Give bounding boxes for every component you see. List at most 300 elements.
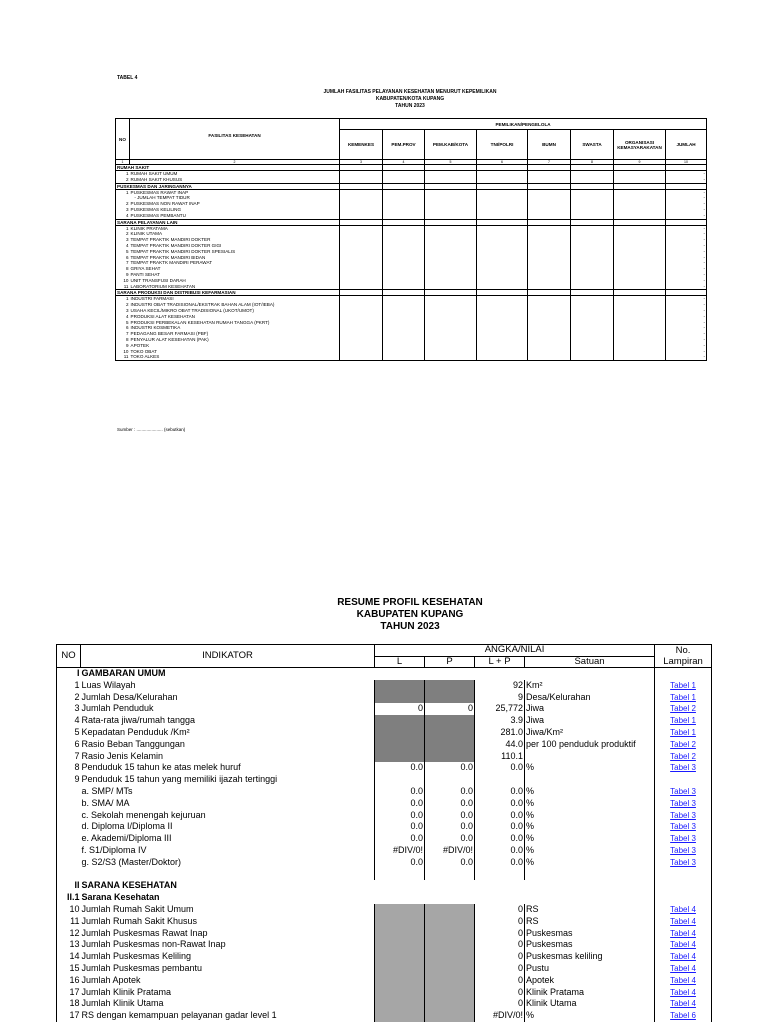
row-facility-name: APOTEK	[130, 343, 340, 349]
row-facility-name: INDUSTRI FARMASI	[130, 296, 340, 302]
row-l	[375, 928, 425, 940]
row-jumlah: -	[666, 272, 707, 278]
cell	[425, 880, 475, 892]
row-number	[57, 810, 81, 822]
lampiran-link[interactable]: Tabel 1	[670, 716, 696, 726]
row-number	[57, 821, 81, 833]
lampiran-link[interactable]: Tabel 2	[670, 739, 696, 749]
row-l	[375, 774, 425, 786]
col-number: 4	[383, 160, 425, 165]
resume-title-line1: RESUME PROFIL KESEHATAN	[337, 597, 483, 608]
cell	[81, 869, 375, 881]
row-facility-name: PUSKESMAS PEMBANTU	[130, 213, 340, 219]
row-p	[425, 715, 475, 727]
table-row	[57, 904, 712, 916]
cell	[571, 354, 614, 360]
lampiran-link[interactable]: Tabel 4	[670, 928, 696, 938]
cell	[525, 892, 655, 904]
row-p	[425, 751, 475, 763]
row-jumlah: -	[666, 337, 707, 343]
col-l-header: L	[375, 656, 425, 668]
lampiran-link[interactable]: Tabel 3	[670, 810, 696, 820]
row-l: 0.0	[375, 798, 425, 810]
row-satuan: Jiwa	[525, 703, 655, 715]
lampiran-link[interactable]: Tabel 6	[670, 1011, 696, 1021]
row-indikator: Jumlah Puskesmas Rawat Inap	[81, 927, 208, 938]
row-l	[375, 963, 425, 975]
row-number: 3	[57, 703, 81, 715]
row-l	[375, 939, 425, 951]
row-lp	[475, 774, 525, 786]
table-title-line1: JUMLAH FASILITAS PELAYANAN KESEHATAN MENURUT KEPEMILIKAN	[323, 89, 497, 95]
row-jumlah: -	[666, 177, 707, 183]
row-lampiran	[655, 951, 712, 963]
row-jumlah: -	[666, 213, 707, 219]
row-facility-name: GRIYA SEHAT	[130, 266, 340, 272]
row-satuan: %	[525, 845, 655, 857]
table-row	[57, 987, 712, 999]
table-row	[57, 680, 712, 692]
row-l	[375, 739, 425, 751]
row-facility-name: PRODUKSI ALAT KESEHATAN	[130, 314, 340, 320]
cell	[525, 880, 655, 892]
row-facility-name: PUSKESMAS KELILING	[130, 207, 340, 213]
row-jumlah: -	[666, 171, 707, 177]
row-l	[375, 1010, 425, 1022]
cell	[614, 354, 666, 360]
row-number: 9	[57, 774, 81, 786]
col-number: 6	[477, 160, 528, 165]
row-lp: 0	[475, 987, 525, 999]
table-row	[57, 810, 712, 822]
row-p: 0.0	[425, 810, 475, 822]
lampiran-link[interactable]: Tabel 3	[670, 845, 696, 855]
row-p	[425, 998, 475, 1010]
row-number: 6	[116, 255, 130, 261]
row-indikator: Rasio Jenis Kelamin	[81, 750, 164, 761]
col-number: 10	[666, 160, 707, 165]
lampiran-link[interactable]: Tabel 1	[670, 727, 696, 737]
row-satuan: Klinik Utama	[525, 998, 655, 1010]
row-p: 0.0	[425, 821, 475, 833]
row-l: 0.0	[375, 786, 425, 798]
row-p	[425, 916, 475, 928]
table-row	[57, 727, 712, 739]
row-l: 0	[375, 703, 425, 715]
cell	[375, 869, 425, 881]
row-indikator: Jumlah Klinik Pratama	[81, 986, 172, 997]
row-number: 3	[116, 207, 130, 213]
row-number: 5	[116, 249, 130, 255]
row-satuan: Apotek	[525, 975, 655, 987]
row-lampiran	[655, 975, 712, 987]
row-number: 1	[116, 189, 130, 195]
table-title-line2: KABUPATEN/KOTA KUPANG	[375, 96, 445, 102]
row-facility-name: PUSKESMAS NON RAWAT INAP	[130, 201, 340, 207]
facility-table	[115, 118, 707, 361]
row-satuan: %	[525, 762, 655, 774]
row-number: 11	[57, 916, 81, 928]
row-lp: 0.0	[475, 821, 525, 833]
row-l: #DIV/0!	[375, 845, 425, 857]
row-lampiran	[655, 869, 712, 881]
row-lp: 0	[475, 928, 525, 940]
row-l	[375, 998, 425, 1010]
row-p: 0.0	[425, 786, 475, 798]
section-number: II.1	[57, 892, 81, 904]
row-p	[425, 951, 475, 963]
lampiran-link[interactable]: Tabel 3	[670, 822, 696, 832]
col-pemilikan-header: PEMILIKAN/PENGELOLA	[340, 119, 707, 130]
row-l: 0.0	[375, 833, 425, 845]
row-number: 4	[116, 213, 130, 219]
row-jumlah: -	[666, 207, 707, 213]
row-lampiran	[655, 833, 712, 845]
row-lp: 3.9	[475, 715, 525, 727]
row-number: 2	[116, 177, 130, 183]
row-jumlah: -	[666, 243, 707, 249]
row-satuan: Puskesmas	[525, 928, 655, 940]
cell	[525, 869, 655, 881]
row-number: 3	[116, 237, 130, 243]
row-number: 6	[116, 325, 130, 331]
row-indikator: g. S2/S3 (Master/Doktor)	[81, 856, 182, 867]
row-jumlah: -	[666, 349, 707, 355]
row-lp: 0.0	[475, 845, 525, 857]
row-number: 2	[116, 231, 130, 237]
row-jumlah: -	[666, 225, 707, 231]
row-number: 7	[57, 751, 81, 763]
row-facility-name: PANTI SEHAT	[130, 272, 340, 278]
table-row	[57, 798, 712, 810]
col-p-header: P	[425, 656, 475, 668]
row-number: 4	[116, 243, 130, 249]
table-row	[57, 703, 712, 715]
lampiran-link[interactable]: Tabel 3	[670, 763, 696, 773]
cell	[475, 668, 525, 680]
row-satuan: Desa/Kelurahan	[525, 692, 655, 704]
row-number: 1	[116, 171, 130, 177]
row-p	[425, 774, 475, 786]
cell	[57, 869, 81, 881]
row-jumlah: -	[666, 255, 707, 261]
row-number: 10	[116, 349, 130, 355]
row-indikator: Jumlah Desa/Kelurahan	[81, 691, 178, 702]
lampiran-link[interactable]: Tabel 4	[670, 975, 696, 985]
col-satuan-header: Satuan	[525, 656, 655, 668]
row-number: 6	[57, 739, 81, 751]
table-row	[57, 880, 712, 892]
lampiran-link[interactable]: Tabel 4	[670, 916, 696, 926]
section-label: SARANA PRODUKSI DAN DISTRIBUSI KEFARMASIAN	[116, 290, 340, 296]
row-lampiran	[655, 904, 712, 916]
table-row	[57, 751, 712, 763]
row-jumlah: -	[666, 266, 707, 272]
row-lp: 0.0	[475, 762, 525, 774]
row-lampiran	[655, 928, 712, 940]
row-p	[425, 939, 475, 951]
row-number	[57, 798, 81, 810]
col-number: 9	[614, 160, 666, 165]
row-number: 10	[116, 278, 130, 284]
row-number: 1	[116, 225, 130, 231]
row-lampiran	[655, 939, 712, 951]
cell	[425, 869, 475, 881]
row-lp: 9	[475, 692, 525, 704]
table-row	[57, 998, 712, 1010]
row-lp: 0	[475, 963, 525, 975]
row-jumlah: -	[666, 189, 707, 195]
lampiran-link[interactable]: Tabel 3	[670, 786, 696, 796]
cell	[340, 354, 383, 360]
row-indikator: f. S1/Diploma IV	[81, 844, 147, 855]
row-lp: 0	[475, 904, 525, 916]
row-lampiran	[655, 727, 712, 739]
row-indikator: a. SMP/ MTs	[81, 785, 133, 796]
row-number: 5	[57, 727, 81, 739]
row-number: 2	[57, 692, 81, 704]
row-p	[425, 963, 475, 975]
row-facility-name: PEDAGANG BESAR FARMASI (PBF)	[130, 331, 340, 337]
row-lampiran	[655, 810, 712, 822]
col-header: BUMN	[528, 130, 571, 160]
row-jumlah: -	[666, 237, 707, 243]
row-facility-name: PENYALUR ALAT KESEHATAN (PAK)	[130, 337, 340, 343]
row-number: 15	[57, 963, 81, 975]
col-number: 8	[571, 160, 614, 165]
row-lampiran	[655, 786, 712, 798]
lampiran-link[interactable]: Tabel 3	[670, 857, 696, 867]
row-lampiran	[655, 963, 712, 975]
row-number: 8	[116, 266, 130, 272]
row-satuan: %	[525, 810, 655, 822]
table-row	[57, 951, 712, 963]
row-number: 8	[116, 337, 130, 343]
row-number: 7	[116, 331, 130, 337]
row-jumlah: -	[666, 354, 707, 360]
row-satuan: Puskesmas keliling	[525, 951, 655, 963]
row-p	[425, 727, 475, 739]
table-row	[57, 786, 712, 798]
row-jumlah: -	[666, 296, 707, 302]
row-satuan: %	[525, 833, 655, 845]
table-row	[57, 928, 712, 940]
row-l: 0.0	[375, 762, 425, 774]
row-facility-name: TEMPAT PRAKTIK MANDIRI DOKTER SPESIALIS	[130, 249, 340, 255]
table-row	[57, 869, 712, 881]
table-row	[57, 821, 712, 833]
row-jumlah: -	[666, 302, 707, 308]
row-jumlah: -	[666, 331, 707, 337]
col-number: 5	[425, 160, 477, 165]
lampiran-link[interactable]: Tabel 2	[670, 704, 696, 714]
cell	[375, 892, 425, 904]
col-number: 1	[116, 160, 130, 165]
table-row	[57, 916, 712, 928]
lampiran-link[interactable]: Tabel 4	[670, 952, 696, 962]
row-lp: 110.1	[475, 751, 525, 763]
row-l	[375, 904, 425, 916]
row-facility-name: PUSKESMAS RAWAT INAP	[130, 189, 340, 195]
row-number: 17	[57, 1010, 81, 1022]
row-p: 0.0	[425, 762, 475, 774]
col-header: KEMENKES	[340, 130, 383, 160]
row-facility-name: UNIT TRANSFUSI DARAH	[130, 278, 340, 284]
row-satuan: Puskesmas	[525, 939, 655, 951]
col-no-header: NO	[116, 119, 130, 160]
cell	[525, 668, 655, 680]
row-facility-name: PRODUKSI PERBEKALAN KESEHATAN RUMAH TANGGA (PKRT)	[130, 320, 340, 326]
row-indikator: e. Akademi/Diploma III	[81, 833, 172, 844]
lampiran-link[interactable]: Tabel 3	[670, 798, 696, 808]
row-lampiran	[655, 751, 712, 763]
row-indikator: Rasio Beban Tanggungan	[81, 738, 185, 749]
row-jumlah: -	[666, 325, 707, 331]
row-lp: 0.0	[475, 833, 525, 845]
row-lp: 0.0	[475, 857, 525, 869]
row-indikator: Jumlah Puskesmas non-Rawat Inap	[81, 939, 226, 950]
row-lampiran	[655, 739, 712, 751]
row-facility-name: TOKO OBAT	[130, 349, 340, 355]
row-number: 2	[116, 201, 130, 207]
row-indikator: Jumlah Rumah Sakit Umum	[81, 903, 194, 914]
row-number: 17	[57, 987, 81, 999]
table-row	[116, 354, 707, 360]
row-number: 4	[57, 715, 81, 727]
row-facility-name: TEMPAT PRAKTIK MANDIRI BIDAN	[130, 255, 340, 261]
lampiran-link[interactable]: Tabel 4	[670, 963, 696, 973]
row-number	[57, 786, 81, 798]
row-indikator: Kepadatan Penduduk /Km²	[81, 726, 190, 737]
col-header: PEM.KAB/KOTA	[425, 130, 477, 160]
cell	[425, 668, 475, 680]
row-number: 1	[57, 680, 81, 692]
cell	[383, 354, 425, 360]
lampiran-link[interactable]: Tabel 4	[670, 904, 696, 914]
row-lampiran	[655, 821, 712, 833]
row-indikator: Jumlah Puskesmas pembantu	[81, 962, 203, 973]
row-indikator: Jumlah Klinik Utama	[81, 998, 164, 1009]
section-label: PUSKESMAS DAN JARINGANNYA	[116, 183, 340, 189]
row-l	[375, 715, 425, 727]
row-lampiran	[655, 703, 712, 715]
row-number: 12	[57, 928, 81, 940]
row-facility-name: KLINIK UTAMA	[130, 231, 340, 237]
cell	[425, 892, 475, 904]
lampiran-link[interactable]: Tabel 2	[670, 751, 696, 761]
row-number: 16	[57, 975, 81, 987]
col-number: 2	[130, 160, 340, 165]
row-indikator: Jumlah Apotek	[81, 974, 141, 985]
table-row	[57, 668, 712, 680]
row-p	[425, 975, 475, 987]
table-row	[57, 692, 712, 704]
row-jumlah: -	[666, 278, 707, 284]
row-jumlah: -	[666, 308, 707, 314]
row-jumlah: -	[666, 195, 707, 201]
row-lampiran	[655, 692, 712, 704]
row-indikator: Rata-rata jiwa/rumah tangga	[81, 715, 196, 726]
lampiran-link[interactable]: Tabel 4	[670, 999, 696, 1009]
table-label: TABEL 4	[117, 75, 138, 81]
row-facility-name: TEMPAT PRAKTK MANDIRI PERAWAT	[130, 260, 340, 266]
lampiran-link[interactable]: Tabel 1	[670, 692, 696, 702]
row-p	[425, 1010, 475, 1022]
resume-title-line3: TAHUN 2023	[380, 621, 440, 632]
col-indikator-header: INDIKATOR	[81, 645, 375, 668]
row-number: 3	[116, 308, 130, 314]
row-jumlah: -	[666, 320, 707, 326]
row-satuan: RS	[525, 904, 655, 916]
col-angka-header: ANGKA/NILAI	[375, 645, 655, 657]
row-indikator: c. Sekolah menengah kejuruan	[81, 809, 206, 820]
row-indikator: Jumlah Rumah Sakit Khusus	[81, 915, 198, 926]
row-lp: 0.0	[475, 786, 525, 798]
col-lp-header: L + P	[475, 656, 525, 668]
row-facility-name: KLINIK PRATAMA	[130, 225, 340, 231]
section-label: SARANA PELAYANAN LAIN	[116, 219, 340, 225]
resume-title-line2: KABUPATEN KUPANG	[356, 609, 464, 620]
row-indikator: d. Diploma I/Diploma II	[81, 821, 173, 832]
row-lampiran	[655, 774, 712, 786]
lampiran-link[interactable]: Tabel 1	[670, 680, 696, 690]
row-l	[375, 692, 425, 704]
row-number: 11	[116, 284, 130, 290]
row-satuan: per 100 penduduk produktif	[525, 739, 655, 751]
source-note: Sumber : ..................... (sebutkan)	[117, 427, 186, 432]
row-jumlah: -	[666, 249, 707, 255]
row-lp: 44.0	[475, 739, 525, 751]
row-p	[425, 904, 475, 916]
row-number: 10	[57, 904, 81, 916]
row-p	[425, 928, 475, 940]
lampiran-link[interactable]: Tabel 4	[670, 940, 696, 950]
row-facility-name: TEMPAT PRAKTIK MANDIRI DOKTER GIGI	[130, 243, 340, 249]
lampiran-link[interactable]: Tabel 3	[670, 834, 696, 844]
row-number: 2	[116, 302, 130, 308]
row-lp: #DIV/0!	[475, 1010, 525, 1022]
table-row	[57, 963, 712, 975]
col-header: JUMLAH	[666, 130, 707, 160]
row-lp: 0	[475, 951, 525, 963]
row-satuan	[525, 774, 655, 786]
table-title	[250, 89, 570, 110]
table-row	[57, 774, 712, 786]
row-lampiran	[655, 1010, 712, 1022]
col-no-header: NO	[57, 645, 81, 668]
row-satuan: %	[525, 798, 655, 810]
row-satuan: %	[525, 1010, 655, 1022]
row-number: 1	[116, 296, 130, 302]
row-satuan: Pustu	[525, 963, 655, 975]
row-satuan: RS	[525, 916, 655, 928]
row-p: 0.0	[425, 798, 475, 810]
table-title-line3: TAHUN 2023	[395, 103, 425, 109]
col-number: 7	[528, 160, 571, 165]
lampiran-link[interactable]: Tabel 4	[670, 987, 696, 997]
row-jumlah: -	[666, 260, 707, 266]
row-satuan: %	[525, 786, 655, 798]
row-satuan: Km²	[525, 680, 655, 692]
row-l	[375, 951, 425, 963]
row-lampiran	[655, 798, 712, 810]
table-row	[57, 975, 712, 987]
row-l: 0.0	[375, 821, 425, 833]
table-row	[57, 1010, 712, 1022]
section-label: Sarana Kesehatan	[81, 892, 160, 903]
row-number	[57, 857, 81, 869]
col-fasilitas-header: FASILITAS KESEHATAN	[130, 119, 340, 160]
